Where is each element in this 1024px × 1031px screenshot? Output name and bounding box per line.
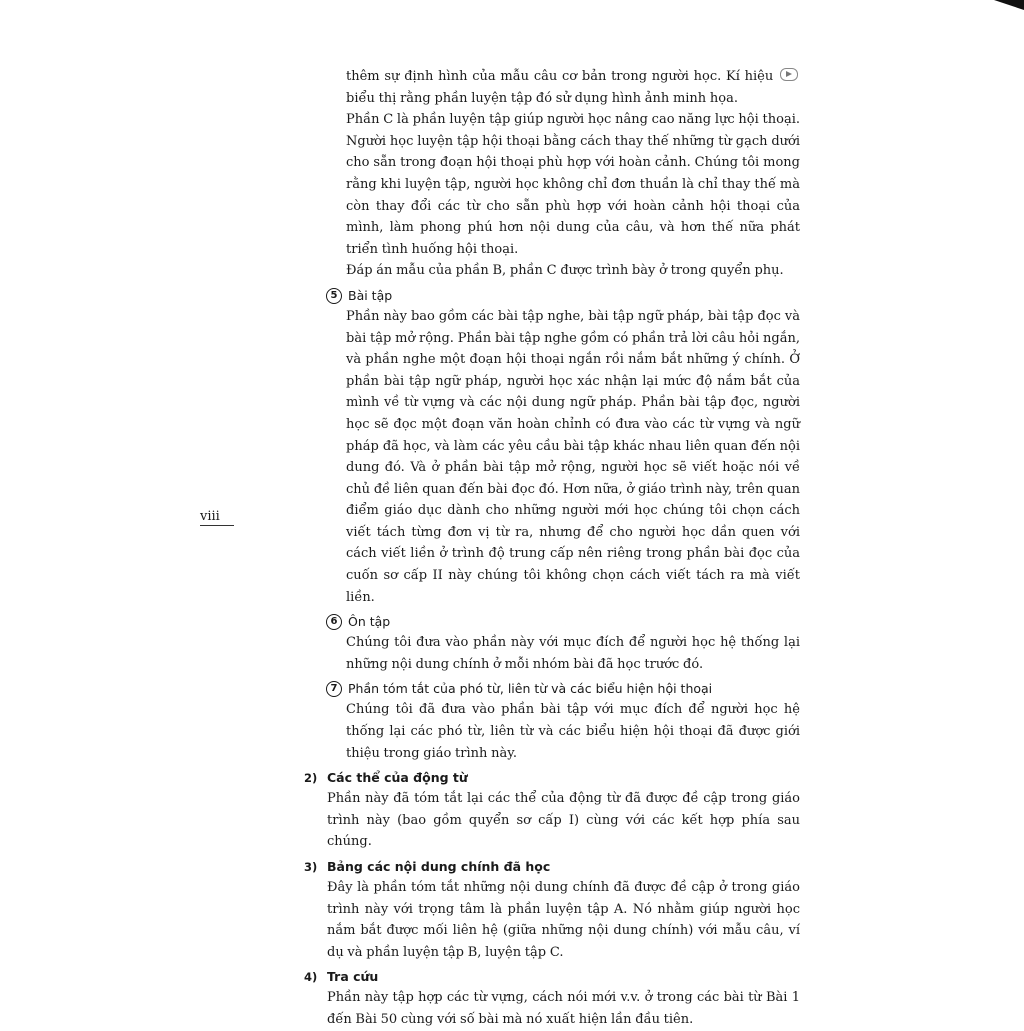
sub-item-body: Chúng tôi đưa vào phần này với mục đích để người học hệ thống lại những nội dung chính ở mỗi nhóm bài đã học trước đó.: [346, 635, 800, 672]
section-title: Các thể của động từ: [327, 770, 468, 786]
intro-paragraph-2: Phần C là phần luyện tập giúp người học nâng cao năng lực hội thoại. Người học luyện tập hội thoại bằng cách thay thế những từ gạch dưới cho sẵn trong đoạn hội thoại phù hợp với hoàn cảnh. Chúng tôi mong rằng khi luyện tập, người học không chỉ đơn thuần là chỉ thay thế mà còn thay đổi các từ cho sẵn phù hợp với hoàn cảnh hội thoại của mình, làm phong phú hơn nội dung của câu, và hơn thế nữa phát triển tình huống hội thoại.: [346, 112, 800, 257]
section-body: Phần này tập hợp các từ vựng, cách nói mới v.v. ở trong các bài từ Bài 1 đến Bài 50 cùng với số bài mà nó xuất hiện lần đầu tiên.: [327, 990, 800, 1027]
section-number: 4): [304, 970, 318, 985]
page-number: viii: [200, 510, 234, 526]
intro-paragraph-1-end: biểu thị rằng phần luyện tập đó sử dụng hình ảnh minh họa.: [346, 90, 738, 106]
intro-paragraph-1-start: thêm sự định hình của mẫu câu cơ bản trong người học. Kí hiệu: [346, 69, 774, 84]
sub-item-review: [304, 612, 800, 675]
section-heading: [304, 967, 800, 987]
sub-item-heading: [326, 612, 800, 632]
sub-item-title: Phần tóm tắt của phó từ, liên từ và các biểu hiện hội thoại: [348, 681, 713, 697]
section-main-content-table: [304, 857, 800, 963]
sub-item-body: Chúng tôi đã đưa vào phần bài tập với mục đích để người học hệ thống lại các phó từ, liên từ và các biểu hiện hội thoại đã được giới thiệu trong giáo trình này.: [346, 702, 800, 761]
section-index: [304, 967, 800, 1030]
circled-number-icon: 7: [326, 681, 342, 697]
circled-number-icon: 5: [326, 288, 342, 304]
intro-paragraph-1: [346, 66, 800, 109]
sub-item-summary: [304, 679, 800, 764]
sub-item-title: Ôn tập: [348, 614, 391, 630]
section-heading: [304, 768, 800, 788]
section-title: Tra cứu: [327, 969, 379, 985]
sub-item-heading: [326, 679, 800, 699]
circled-number-icon: 6: [326, 614, 342, 630]
sub-item-heading: [326, 286, 800, 306]
section-number: 3): [304, 860, 318, 874]
section-body: Phần này đã tóm tắt lại các thể của động từ đã được đề cập trong giáo trình này (bao gồm quyển sơ cấp I) cùng với các kết hợp phía sau chúng.: [327, 791, 800, 850]
intro-paragraph-3: Đáp án mẫu của phần B, phần C được trình bày ở trong quyển phụ.: [346, 263, 784, 279]
sub-item-body: Phần này bao gồm các bài tập nghe, bài tập ngữ pháp, bài tập đọc và bài tập mở rộng. Phần bài tập nghe gồm có phần trả lời câu hỏi ngắn, và phần nghe một đoạn hội thoại ngắn rồi nắm bắt những ý chính. Ở phần bài tập ngữ pháp, người học xác nhận lại mức độ nắm bắt của mình về từ vựng và các nội dung ngữ pháp. Phần bài tập đọc, người học sẽ đọc một đoạn văn hoàn chỉnh có đưa vào các từ vựng và ngữ pháp đã học, và làm các yêu cầu bài tập khác nhau liên quan đến nội dung đó. Và ở phần bài tập mở rộng, người học sẽ viết hoặc nói về chủ đề liên quan đến bài đọc đó. Hơn nữa, ở giáo trình này, trên quan điểm giáo dục dành cho những người mới học chúng tôi chọn cách viết tách từng đơn vị từ ra, nhưng để cho người học dần quen với cách viết liền ở trình độ trung cấp nên riêng trong phần bài đọc của cuốn sơ cấp II này chúng tôi không chọn cách viết tách ra mà viết liền.: [346, 308, 800, 605]
sub-item-exercises: [304, 286, 800, 608]
arrow-right-icon: [780, 68, 798, 81]
corner-mark: [994, 0, 1024, 10]
intro-block: [304, 66, 800, 282]
section-verb-forms: [304, 768, 800, 853]
section-number: 2): [304, 771, 318, 786]
section-heading: [304, 857, 800, 877]
sub-item-title: Bài tập: [348, 287, 393, 303]
section-body: Đây là phần tóm tắt những nội dung chính đã được đề cập ở trong giáo trình này với trọng tâm là phần luyện tập A. Nó nhằm giúp người học nắm bắt được mối liên hệ (giữa những nội dung chính) với mẫu câu, ví dụ và phần luyện tập B, luyện tập C.: [327, 880, 800, 960]
page-content: [304, 66, 800, 1031]
section-title: Bảng các nội dung chính đã học: [327, 859, 551, 874]
